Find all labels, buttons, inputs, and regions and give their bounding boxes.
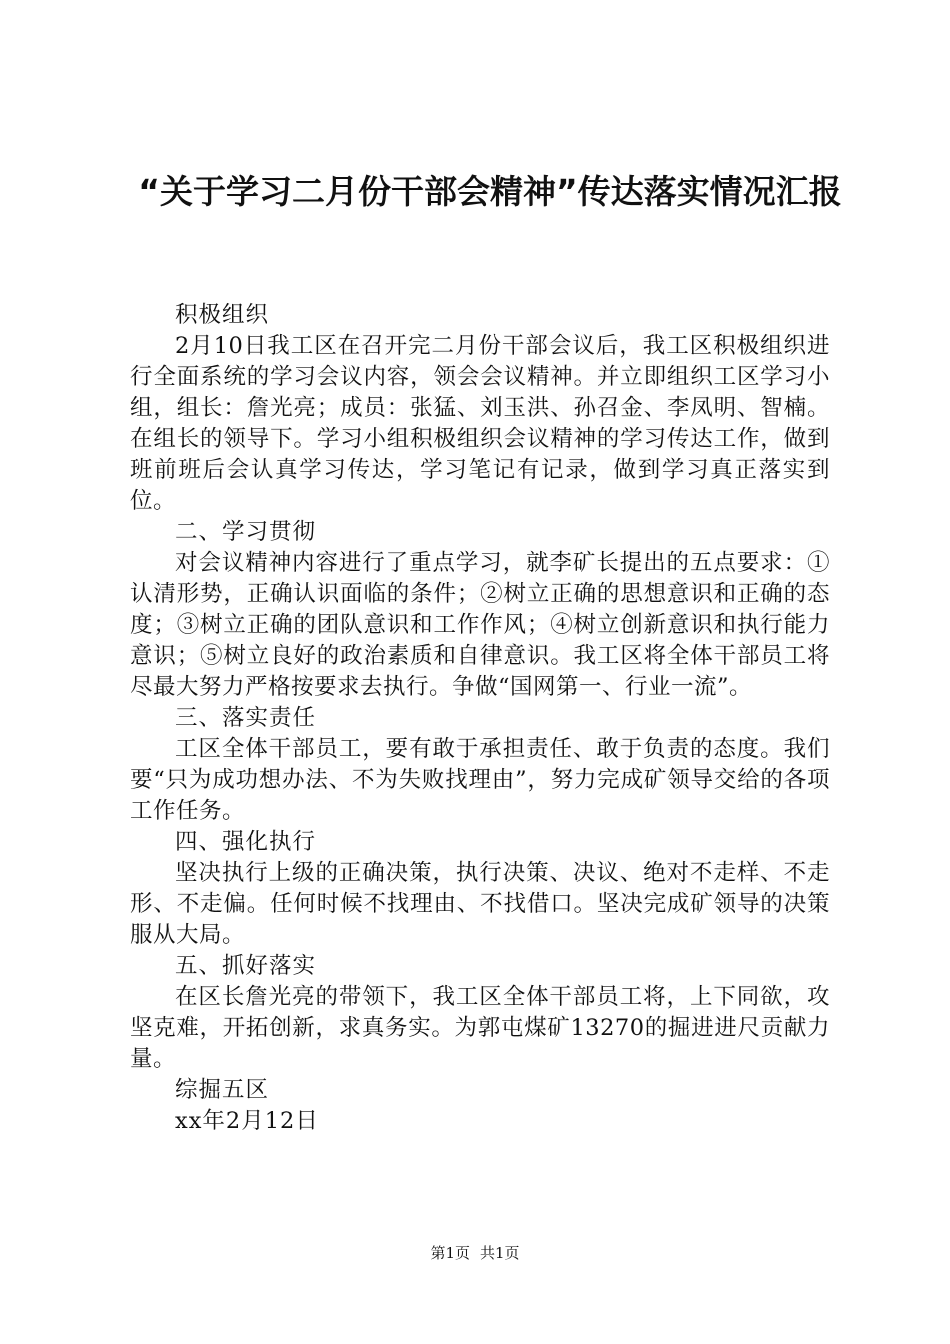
paragraph-organize: 2月10日我工区在召开完二月份干部会议后，我工区积极组织进行全面系统的学习会议内容，领会会议精神。并立即组织工区学习小组，组长：詹光亮；成员：张猛、刘玉洪、孙召金、李凤明、智楠。在组长的领导下。学习小组积极组织会议精神的学习传达工作，做到班前班后会认真学习传达，学习笔记有记录，做到学习真正落实到位。 <box>130 333 830 514</box>
page-total: 共1页 <box>480 1244 520 1262</box>
section-heading-study: 二、学习贯彻 <box>175 519 317 545</box>
document-title: “关于学习二月份干部会精神”传达落实情况汇报 <box>138 172 842 211</box>
paragraph-responsibility: 工区全体干部员工，要有敢于承担责任、敢于负责的态度。我们要“只为成功想办法、不为失败找理由”，努力完成矿领导交给的各项工作任务。 <box>130 736 830 824</box>
page-footer <box>0 1242 950 1263</box>
paragraph-execution: 坚决执行上级的正确决策，执行决策、决议、绝对不走样、不走形、不走偏。任何时候不找理由、不找借口。坚决完成矿领导的决策服从大局。 <box>130 860 830 948</box>
section-heading-responsibility: 三、落实责任 <box>175 705 317 731</box>
signature-unit: 综掘五区 <box>175 1077 270 1103</box>
section-heading-implementation: 五、抓好落实 <box>175 953 317 979</box>
signature-date: xx年2月12日 <box>175 1108 319 1134</box>
page-number: 第1页 <box>430 1244 470 1262</box>
document-body <box>130 300 830 1137</box>
section-heading-execution: 四、强化执行 <box>175 829 317 855</box>
paragraph-study: 对会议精神内容进行了重点学习，就李矿长提出的五点要求：①认清形势，正确认识面临的条件；②树立正确的思想意识和正确的态度；③树立正确的团队意识和工作作风；④树立创新意识和执行能力意识；⑤树立良好的政治素质和自律意识。我工区将全体干部员工将尽最大努力严格按要求去执行。争做“国网第一、行业一流”。 <box>130 550 830 700</box>
section-heading-organize: 积极组织 <box>175 302 270 328</box>
paragraph-implementation: 在区长詹光亮的带领下，我工区全体干部员工将，上下同欲，攻坚克难，开拓创新，求真务实。为郭屯煤矿13270的掘进进尺贡献力量。 <box>130 984 830 1072</box>
